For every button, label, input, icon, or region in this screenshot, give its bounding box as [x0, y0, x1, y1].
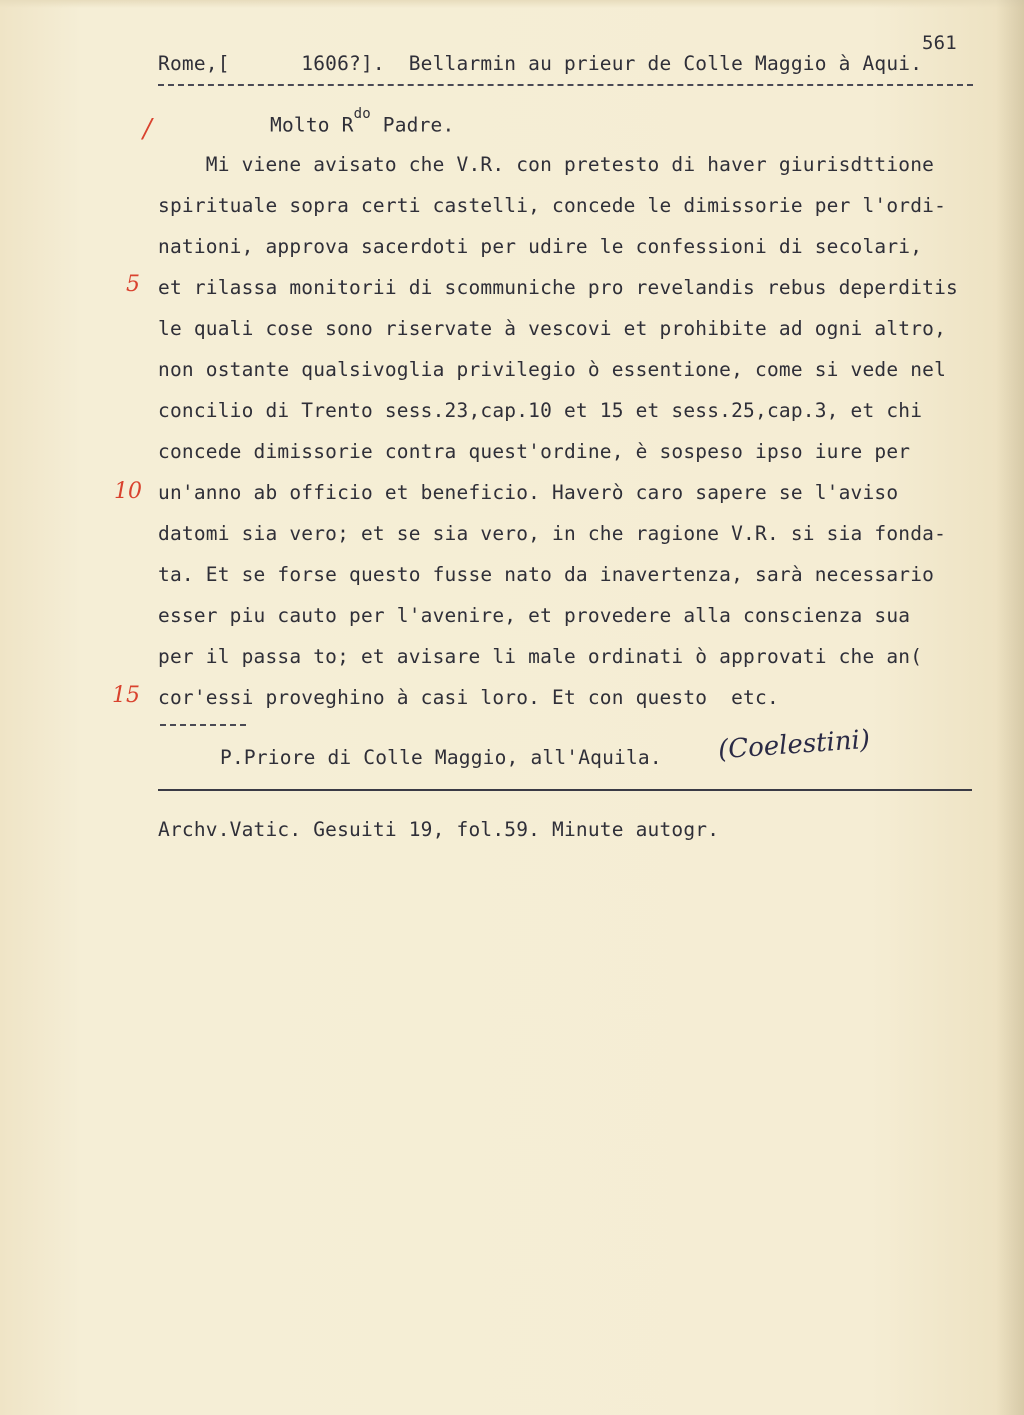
footer-rule	[158, 789, 972, 791]
body-line: nationi, approva sacerdoti per udire le confessioni di secolari,	[158, 235, 923, 258]
salutation-prefix: Molto R	[270, 113, 354, 137]
body-line: un'anno ab officio et beneficio. Haverò caro sapere se l'aviso	[158, 481, 899, 504]
body-line: concilio di Trento sess.23,cap.10 et 15 et sess.25,cap.3, et chi	[158, 399, 923, 422]
salutation	[270, 106, 455, 137]
body-line: ta. Et se forse questo fusse nato da inavertenza, sarà necessario	[158, 563, 935, 586]
salutation-suffix: Padre.	[370, 113, 455, 137]
salutation-superscript: do	[353, 106, 371, 122]
body-line: non ostante qualsivoglia privilegio ò essentione, come si vede nel	[158, 358, 947, 381]
body-line: Mi viene avisato che V.R. con pretesto di haver giurisdttione	[158, 153, 935, 176]
body-line: per il passa to; et avisare li male ordinati ò approvati che an(	[158, 645, 923, 668]
body-line: le quali cose sono riservate à vescovi et prohibite ad ogni altro,	[158, 317, 947, 340]
margin-line-mark-5: 5	[126, 272, 140, 297]
page-top-strip	[0, 0, 1024, 8]
closing-dashed-rule	[160, 724, 246, 726]
body-line: datomi sia vero; et se sia vero, in che ragione V.R. si sia fonda-	[158, 522, 947, 545]
handwritten-annotation: (Coelestini)	[717, 724, 871, 766]
header-dashed-rule	[158, 84, 973, 86]
archive-source: Archv.Vatic. Gesuiti 19, fol.59. Minute autogr.	[158, 818, 720, 841]
body-line: concede dimissorie contra quest'ordine, è sospeso ipso iure per	[158, 440, 911, 463]
recipient-address: P.Priore di Colle Maggio, all'Aquila.	[220, 746, 662, 769]
letter-header: Rome,[ 1606?]. Bellarmin au prieur de Colle Maggio à Aqui.	[158, 52, 923, 75]
page-edge-shadow	[996, 0, 1024, 1415]
body-line: cor'essi proveghino à casi loro. Et con questo etc.	[158, 686, 779, 709]
body-line: spirituale sopra certi castelli, concede le dimissorie per l'ordi-	[158, 194, 947, 217]
body-line: esser piu cauto per l'avenire, et provedere alla conscienza sua	[158, 604, 911, 627]
margin-line-mark-10: 10	[114, 479, 142, 504]
margin-line-mark-15: 15	[112, 683, 140, 708]
page-number: 561	[922, 32, 957, 54]
margin-line-mark-1: /	[143, 114, 152, 144]
body-line: et rilassa monitorii di scommuniche pro revelandis rebus deperditis	[158, 276, 958, 299]
